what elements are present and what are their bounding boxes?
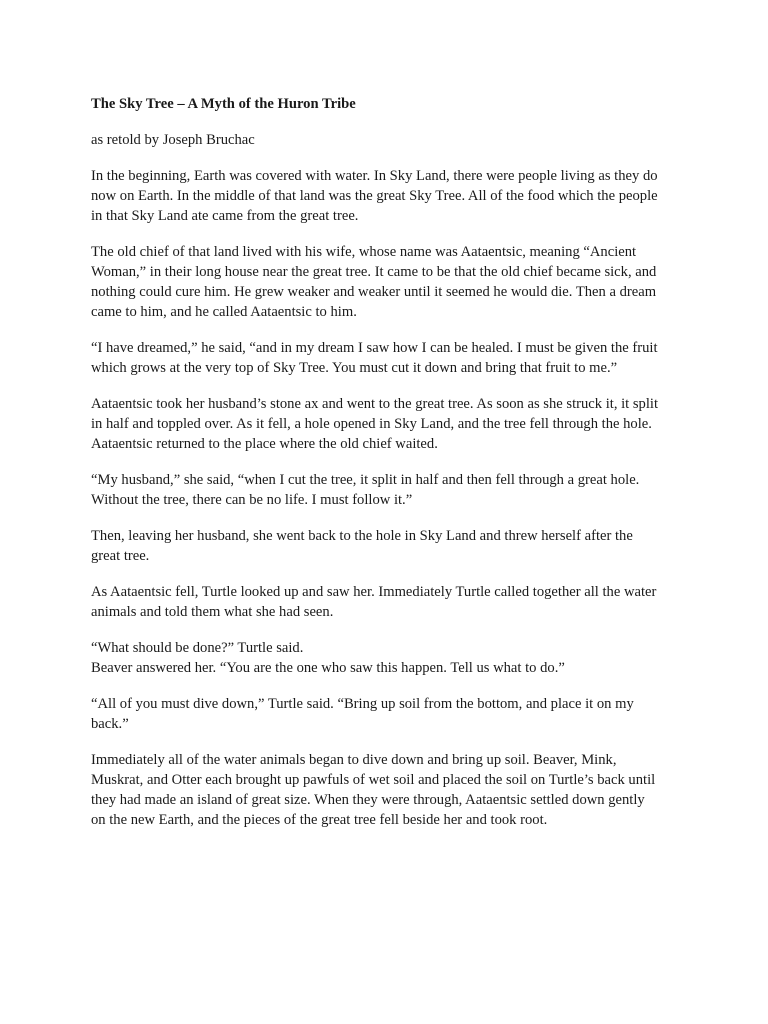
paragraph-line: The old chief of that land lived with his wife, whose name was Aataentsic, meaning “Ancient <box>91 244 637 260</box>
paragraph-line: animals and told them what she had seen. <box>91 604 334 620</box>
paragraph-1 <box>91 166 691 226</box>
paragraph-line: in that Sky Land ate came from the great tree. <box>91 208 359 224</box>
paragraph-10 <box>91 750 691 830</box>
paragraph-3 <box>91 338 691 378</box>
paragraph-line: “What should be done?” Turtle said. <box>91 640 304 656</box>
paragraph-8 <box>91 638 691 678</box>
paragraph-9 <box>91 694 691 734</box>
paragraph-line: which grows at the very top of Sky Tree. You must cut it down and bring that fruit to me.” <box>91 360 618 376</box>
paragraph-line: Beaver answered her. “You are the one who saw this happen. Tell us what to do.” <box>91 660 565 676</box>
paragraph-line: nothing could cure him. He grew weaker and weaker until it seemed he would die. Then a dream <box>91 284 657 300</box>
paragraph-line: they had made an island of great size. When they were through, Aataentsic settled down gently <box>91 792 645 808</box>
paragraph-line: on the new Earth, and the pieces of the great tree fell beside her and took root. <box>91 812 548 828</box>
paragraph-7 <box>91 582 691 622</box>
paragraph-line: Immediately all of the water animals began to dive down and bring up soil. Beaver, Mink, <box>91 752 617 768</box>
paragraph-line: Then, leaving her husband, she went back to the hole in Sky Land and threw herself after the <box>91 528 633 544</box>
paragraph-line: Aataentsic returned to the place where the old chief waited. <box>91 436 438 452</box>
paragraph-4 <box>91 394 691 454</box>
paragraph-line: Muskrat, and Otter each brought up pawfuls of wet soil and placed the soil on Turtle’s back until <box>91 772 656 788</box>
paragraph-6 <box>91 526 691 566</box>
paragraph-line: Aataentsic took her husband’s stone ax and went to the great tree. As soon as she struck it, it split <box>91 396 659 412</box>
paragraph-line: “My husband,” she said, “when I cut the tree, it split in half and then fell through a great hole. <box>91 472 640 488</box>
paragraph-line: Without the tree, there can be no life. I must follow it.” <box>91 492 413 508</box>
paragraph-line: now on Earth. In the middle of that land was the great Sky Tree. All of the food which the people <box>91 188 658 204</box>
paragraph-line: “All of you must dive down,” Turtle said. “Bring up soil from the bottom, and place it on my <box>91 696 634 712</box>
paragraph-line: In the beginning, Earth was covered with water. In Sky Land, there were people living as they do <box>91 168 658 184</box>
paragraph-line: great tree. <box>91 548 150 564</box>
paragraph-line: “I have dreamed,” he said, “and in my dream I saw how I can be healed. I must be given the fruit <box>91 340 658 356</box>
paragraph-line: came to him, and he called Aataentsic to him. <box>91 304 357 320</box>
document-page <box>91 94 691 830</box>
paragraph-line: Woman,” in their long house near the great tree. It came to be that the old chief became sick, and <box>91 264 657 280</box>
paragraph-line: As Aataentsic fell, Turtle looked up and saw her. Immediately Turtle called together all the water <box>91 584 657 600</box>
paragraph-5 <box>91 470 691 510</box>
document-title: The Sky Tree – A Myth of the Huron Tribe <box>91 96 356 112</box>
paragraph-line: back.” <box>91 716 129 732</box>
paragraph-line: in half and toppled over. As it fell, a hole opened in Sky Land, and the tree fell through the hole. <box>91 416 652 432</box>
paragraph-2 <box>91 242 691 322</box>
document-byline: as retold by Joseph Bruchac <box>91 132 255 148</box>
